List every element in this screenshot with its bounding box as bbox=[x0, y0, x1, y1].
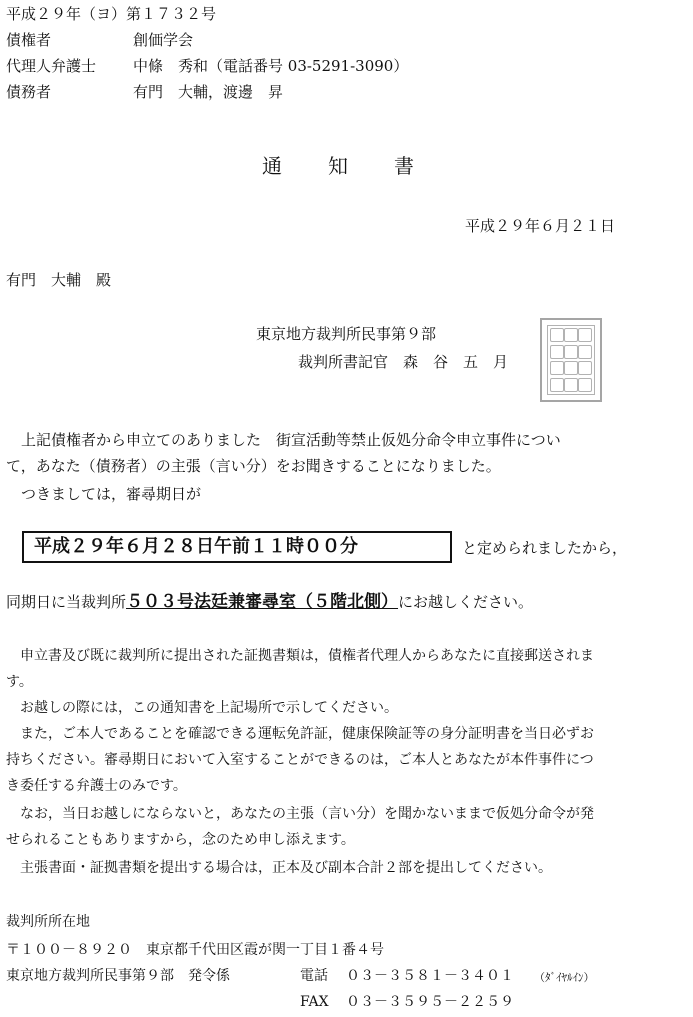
case-number: 平成２９年（ヨ）第１７３２号 bbox=[6, 5, 217, 23]
clerk-name: 裁判所書記官 森 谷 五 月 bbox=[298, 353, 509, 371]
court-name: 東京地方裁判所民事第９部 bbox=[256, 325, 437, 343]
body-p7: 主張書面・証拠書類を提出する場合は，正本及び副本合計２部を提出してください。 bbox=[6, 860, 552, 876]
body-p6-line1: なお，当日お越しにならないと，あなたの主張（言い分）を聞かないままで仮処分命令が発 bbox=[6, 806, 594, 822]
hearing-datetime-box: 平成２９年６月２８日午前１１時００分 bbox=[22, 531, 452, 563]
fax-label: FAX bbox=[300, 994, 329, 1010]
place-prefix: 同期日に当裁判所 bbox=[6, 593, 127, 611]
document-title: 通 知 書 bbox=[262, 154, 416, 178]
body-p3-line2: す。 bbox=[6, 674, 33, 690]
court-address: 〒１００－８９２０ 東京都千代田区霞が関一丁目１番４号 bbox=[6, 942, 384, 958]
body-p4: お越しの際には，この通知書を上記場所で示してください。 bbox=[6, 700, 398, 716]
phone-number: ０３－３５８１－３４０１ bbox=[346, 968, 514, 984]
fax-number: ０３－３５９５－２２５９ bbox=[346, 994, 514, 1010]
body-p5-line1: また，ご本人であることを確認できる運転免許証，健康保険証等の身分証明書を当日必ずお bbox=[6, 726, 594, 742]
attorney-label: 代理人弁護士 bbox=[6, 57, 97, 75]
place-suffix: にお越しください。 bbox=[398, 593, 534, 611]
body-p5-line2: 持ちください。審尋期日において入室することができるのは，ご本人とあなたが本件事件につ bbox=[6, 752, 594, 768]
body-p6-line2: せられることもありますから，念のため申し添えます。 bbox=[6, 832, 355, 848]
issue-date: 平成２９年６月２１日 bbox=[465, 217, 616, 235]
body-p1-line2: て，あなた（債務者）の主張（言い分）をお聞きすることになりました。 bbox=[6, 457, 501, 475]
hearing-room: ５０３号法廷兼審尋室（５階北側） bbox=[126, 592, 399, 612]
hearing-suffix: と定められましたから， bbox=[462, 539, 628, 557]
body-p5-line3: き委任する弁護士のみです。 bbox=[6, 778, 187, 794]
creditor-value: 創価学会 bbox=[133, 31, 194, 49]
body-p3-line1: 申立書及び既に裁判所に提出された証拠書類は，債権者代理人からあなたに直接郵送されま bbox=[6, 648, 594, 664]
hearing-place-line bbox=[6, 592, 533, 612]
address-label: 裁判所所在地 bbox=[6, 914, 90, 930]
creditor-label: 債権者 bbox=[6, 31, 52, 49]
phone-label: 電話 bbox=[300, 968, 328, 984]
body-p2: つきましては，審尋期日が bbox=[6, 485, 202, 503]
court-seal bbox=[540, 318, 602, 402]
addressee: 有門 大輔 殿 bbox=[6, 271, 112, 289]
body-p1-line1: 上記債権者から申立てのありました 街宣活動等禁止仮処分命令申立事件につい bbox=[6, 431, 561, 449]
attorney-value: 中條 秀和（電話番号 03-5291-3090） bbox=[133, 57, 409, 75]
debtor-label: 債務者 bbox=[6, 83, 52, 101]
debtor-value: 有門 大輔，渡邊 昇 bbox=[133, 83, 284, 101]
phone-note: （ﾀﾞｲﾔﾙｲﾝ） bbox=[534, 971, 595, 984]
dept-name: 東京地方裁判所民事第９部 発令係 bbox=[6, 968, 230, 984]
